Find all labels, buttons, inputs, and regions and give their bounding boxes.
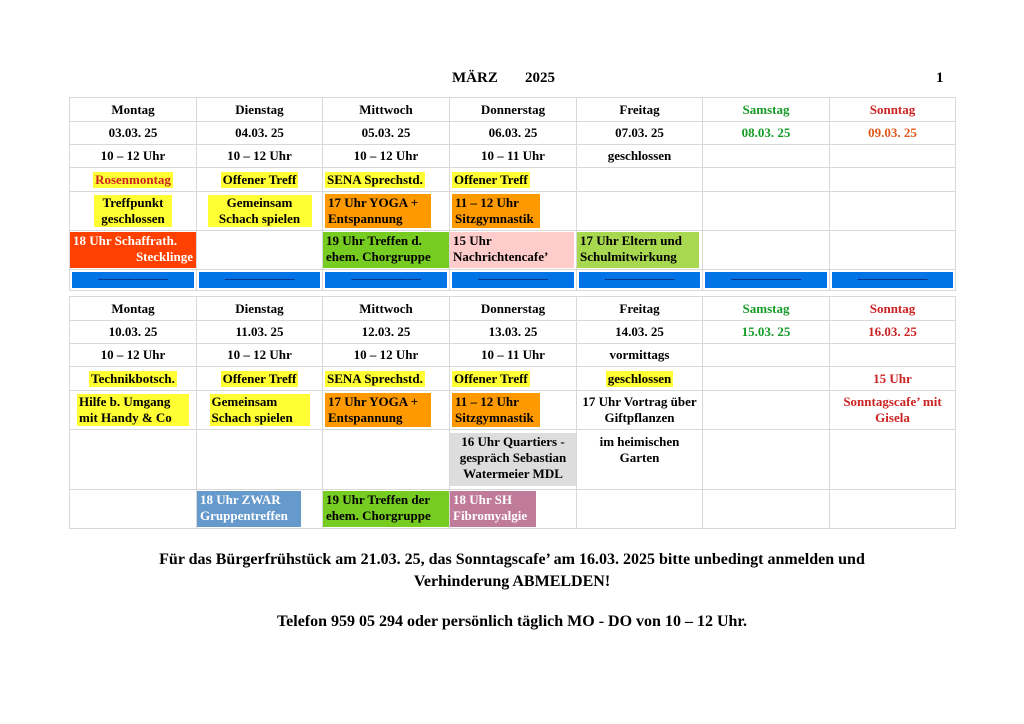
empty-cell	[830, 231, 956, 270]
event-cell	[70, 168, 197, 192]
month-title: MÄRZ	[452, 70, 498, 86]
empty-cell	[323, 430, 450, 490]
day-thursday: Donnerstag	[450, 98, 577, 122]
date-cell: 03.03. 25	[70, 122, 197, 145]
event-cell	[70, 367, 197, 391]
event-row-2	[70, 192, 956, 231]
empty-cell	[70, 490, 197, 529]
event-cell	[577, 367, 703, 391]
event-sitzgymnastik: 11 – 12 Uhr Sitzgymnastik	[452, 393, 540, 427]
event-cell	[197, 490, 323, 529]
event-sena: SENA Sprechstd.	[327, 370, 423, 386]
empty-cell	[577, 192, 703, 231]
footer-notice	[0, 549, 1024, 593]
day-monday: Montag	[70, 297, 197, 321]
event-cell	[450, 430, 577, 490]
event-chorgruppe: 19 Uhr Treffen der ehem. Chorgruppe	[323, 491, 449, 527]
event-cell	[450, 231, 577, 270]
hours-cell: 10 – 12 Uhr	[197, 145, 323, 168]
event-cell	[450, 490, 577, 529]
page-number: 1	[936, 70, 944, 86]
event-cell	[577, 231, 703, 270]
day-saturday: Samstag	[703, 98, 830, 122]
date-cell: 08.03. 25	[703, 122, 830, 145]
hours-cell: vormittags	[577, 344, 703, 367]
empty-cell	[577, 490, 703, 529]
empty-cell	[703, 367, 830, 391]
day-tuesday: Dienstag	[197, 297, 323, 321]
event-cell	[450, 192, 577, 231]
event-cell: im heimischen Garten	[577, 430, 703, 490]
empty-cell	[577, 168, 703, 192]
event-cell: 17 Uhr Vortrag über Giftpflanzen	[577, 391, 703, 430]
event-cell	[323, 490, 450, 529]
empty-cell	[703, 168, 830, 192]
opening-hours-row	[70, 145, 956, 168]
date-cell: 04.03. 25	[197, 122, 323, 145]
event-schach: Gemeinsam Schach spielen	[208, 195, 312, 227]
footer-line-1: Für das Bürgerfrühstück am 21.03. 25, das Sonntagscafe’ am 16.03. 2025 bitte unbedingt anmelden und	[159, 551, 865, 568]
date-cell: 10.03. 25	[70, 321, 197, 344]
event-sena: SENA Sprechstd.	[327, 171, 423, 187]
hours-cell: 10 – 12 Uhr	[70, 344, 197, 367]
empty-cell	[703, 145, 830, 168]
event-schaffrath	[70, 232, 196, 268]
event-eltern-schulmitwirkung: 17 Uhr Eltern und Schulmitwirkung	[577, 232, 699, 268]
calendar-week-2	[69, 296, 956, 529]
date-cell: 13.03. 25	[450, 321, 577, 344]
event-row-1	[70, 367, 956, 391]
separator-bar: --------------------------	[705, 272, 827, 288]
event-zwar: 18 Uhr ZWAR Gruppentreffen	[197, 491, 301, 527]
event-chorgruppe: 19 Uhr Treffen d. ehem. Chorgruppe	[323, 232, 449, 268]
separator-bar: --------------------------	[832, 272, 953, 288]
date-cell: 14.03. 25	[577, 321, 703, 344]
separator-cell	[830, 270, 956, 291]
separator-row	[70, 270, 956, 291]
event-technikbotsch: Technikbotsch.	[91, 370, 175, 386]
empty-cell	[197, 430, 323, 490]
event-cell	[450, 391, 577, 430]
date-cell: 05.03. 25	[323, 122, 450, 145]
event-cell	[197, 367, 323, 391]
calendar-week-1	[69, 97, 956, 291]
date-cell: 11.03. 25	[197, 321, 323, 344]
event-row-1	[70, 168, 956, 192]
separator-cell	[323, 270, 450, 291]
event-cell: 15 Uhr	[830, 367, 956, 391]
empty-cell	[70, 430, 197, 490]
event-treffpunkt-geschlossen: Treffpunkt geschlossen	[94, 195, 172, 227]
empty-cell	[703, 391, 830, 430]
event-cell	[70, 391, 197, 430]
event-row-2	[70, 391, 956, 430]
empty-cell	[197, 231, 323, 270]
day-monday: Montag	[70, 98, 197, 122]
year-title: 2025	[525, 70, 555, 86]
separator-bar: --------------------------	[72, 272, 194, 288]
event-yoga: 17 Uhr YOGA + Entspannung	[325, 194, 431, 228]
day-header-row	[70, 98, 956, 122]
hours-cell: 10 – 12 Uhr	[323, 145, 450, 168]
empty-cell	[830, 344, 956, 367]
empty-cell	[703, 192, 830, 231]
event-row-3	[70, 430, 956, 490]
separator-bar: --------------------------	[199, 272, 320, 288]
event-cell	[70, 231, 197, 270]
day-saturday: Samstag	[703, 297, 830, 321]
hours-cell: geschlossen	[577, 145, 703, 168]
date-row	[70, 122, 956, 145]
date-cell: 07.03. 25	[577, 122, 703, 145]
event-cell	[197, 192, 323, 231]
event-cell	[323, 168, 450, 192]
event-cell	[323, 231, 450, 270]
empty-cell	[703, 430, 830, 490]
event-cell: Sonntagscafe’ mit Gisela	[830, 391, 956, 430]
empty-cell	[830, 168, 956, 192]
separator-cell	[197, 270, 323, 291]
event-row-4	[70, 490, 956, 529]
day-tuesday: Dienstag	[197, 98, 323, 122]
opening-hours-row	[70, 344, 956, 367]
event-cell	[323, 391, 450, 430]
event-offener-treff: Offener Treff	[454, 171, 528, 187]
event-quartiersgespraech: 16 Uhr Quartiers - gespräch Sebastian Watermeier MDL	[450, 433, 576, 486]
hours-cell: 10 – 12 Uhr	[197, 344, 323, 367]
day-thursday: Donnerstag	[450, 297, 577, 321]
event-cell	[323, 367, 450, 391]
event-cell	[197, 391, 323, 430]
separator-bar: --------------------------	[325, 272, 447, 288]
day-sunday: Sonntag	[830, 98, 956, 122]
day-wednesday: Mittwoch	[323, 297, 450, 321]
hours-cell: 10 – 12 Uhr	[323, 344, 450, 367]
event-geschlossen: geschlossen	[607, 370, 672, 386]
empty-cell	[830, 490, 956, 529]
separator-bar: --------------------------	[452, 272, 574, 288]
date-cell: 12.03. 25	[323, 321, 450, 344]
event-offener-treff: Offener Treff	[222, 171, 297, 187]
event-nachrichtencafe: 15 Uhr Nachrichtencafe’	[450, 232, 574, 268]
event-fibromyalgie: 18 Uhr SH Fibromyalgie	[450, 491, 536, 527]
footer-line-2: Verhinderung ABMELDEN!	[413, 573, 611, 590]
event-schaffrath-line1: 18 Uhr Schaffrath.	[73, 233, 178, 248]
day-sunday: Sonntag	[830, 297, 956, 321]
event-cell	[70, 192, 197, 231]
event-rosenmontag: Rosenmontag	[95, 171, 171, 187]
event-schach: Gemeinsam Schach spielen	[210, 394, 310, 426]
empty-cell	[703, 490, 830, 529]
empty-cell	[703, 231, 830, 270]
empty-cell	[830, 192, 956, 231]
hours-cell: 10 – 11 Uhr	[450, 344, 577, 367]
date-cell: 06.03. 25	[450, 122, 577, 145]
event-row-3	[70, 231, 956, 270]
day-wednesday: Mittwoch	[323, 98, 450, 122]
day-friday: Freitag	[577, 98, 703, 122]
footer-contact	[0, 611, 1024, 633]
event-cell	[450, 367, 577, 391]
event-cell	[323, 192, 450, 231]
separator-bar: --------------------------	[579, 272, 700, 288]
event-cell	[197, 168, 323, 192]
event-sitzgymnastik: 11 – 12 Uhr Sitzgymnastik	[452, 194, 540, 228]
footer-line-3: Telefon 959 05 294 oder persönlich täglich MO - DO von 10 – 12 Uhr.	[276, 613, 748, 630]
day-friday: Freitag	[577, 297, 703, 321]
separator-cell	[577, 270, 703, 291]
event-cell	[450, 168, 577, 192]
hours-cell: 10 – 11 Uhr	[450, 145, 577, 168]
event-offener-treff: Offener Treff	[454, 370, 528, 386]
date-cell: 16.03. 25	[830, 321, 956, 344]
empty-cell	[830, 145, 956, 168]
date-row	[70, 321, 956, 344]
event-handy-hilfe: Hilfe b. Umgang mit Handy & Co	[77, 394, 189, 426]
separator-cell	[450, 270, 577, 291]
empty-cell	[830, 430, 956, 490]
empty-cell	[703, 344, 830, 367]
event-yoga: 17 Uhr YOGA + Entspannung	[325, 393, 431, 427]
separator-cell	[70, 270, 197, 291]
date-cell: 15.03. 25	[703, 321, 830, 344]
day-header-row	[70, 297, 956, 321]
event-offener-treff: Offener Treff	[222, 370, 297, 386]
date-cell: 09.03. 25	[830, 122, 956, 145]
separator-cell	[703, 270, 830, 291]
event-schaffrath-line2: Stecklinge	[135, 249, 193, 264]
hours-cell: 10 – 12 Uhr	[70, 145, 197, 168]
